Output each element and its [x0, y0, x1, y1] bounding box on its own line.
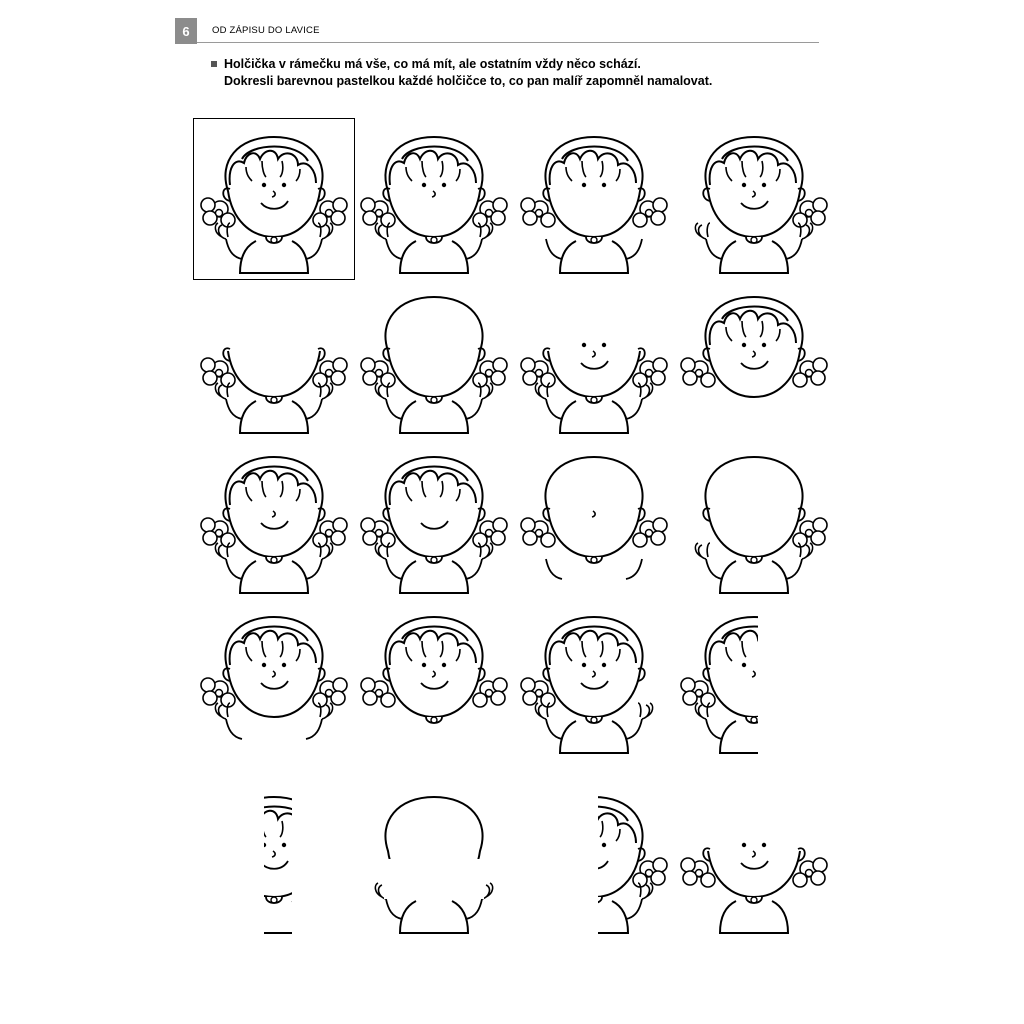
missing-half-mask — [514, 779, 598, 939]
girl-drawing — [514, 119, 674, 279]
bullet-icon — [211, 61, 217, 67]
section-title: OD ZÁPISU DO LAVICE — [212, 25, 320, 36]
girl-drawing — [514, 599, 674, 759]
girl-drawing-half-right — [194, 779, 354, 939]
girl-drawing — [194, 279, 354, 439]
missing-half-mask — [194, 779, 264, 939]
girl-drawing — [674, 279, 834, 439]
girl-drawing — [194, 439, 354, 599]
girl-drawing — [354, 439, 514, 599]
girl-drawing — [514, 279, 674, 439]
girl-drawing — [354, 119, 514, 279]
instruction-line-1: Holčička v rámečku má vše, co má mít, ale ostatním vždy něco schází. — [224, 57, 641, 71]
girl-drawing — [674, 439, 834, 599]
girl-drawing — [514, 439, 674, 599]
girl-drawing — [194, 599, 354, 759]
girl-reference-framed — [194, 119, 354, 279]
girl-drawing-half-left — [674, 599, 834, 759]
girl-drawing — [354, 599, 514, 759]
missing-half-mask — [292, 779, 354, 939]
girl-drawing — [354, 779, 514, 939]
page-number: 6 — [175, 18, 197, 44]
girl-drawing-half-right — [514, 779, 674, 939]
girl-drawing — [674, 779, 834, 939]
girl-drawing — [354, 279, 514, 439]
girl-drawing — [674, 119, 834, 279]
missing-face-mask — [384, 859, 484, 899]
instruction-line-2: Dokresli barevnou pastelkou každé holčičce to, co pan malíř zapomněl namalovat. — [224, 74, 713, 88]
header-divider — [197, 42, 819, 43]
missing-half-mask — [758, 599, 834, 759]
instructions — [224, 56, 712, 90]
